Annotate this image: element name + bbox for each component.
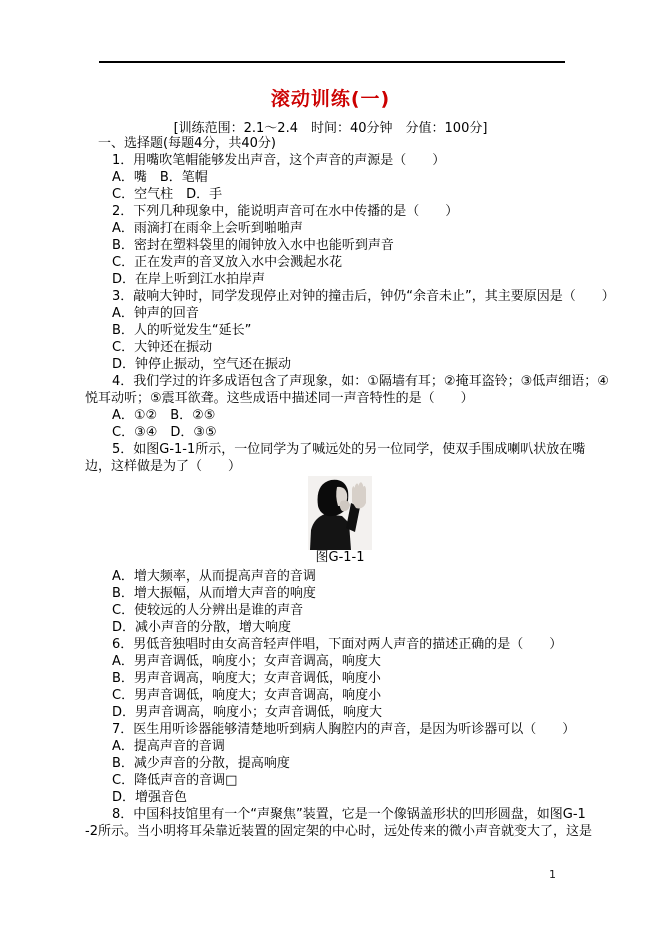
text-line: A．增大频率，从而提高声音的音调: [112, 569, 316, 584]
text-line: C．使较远的人分辨出是谁的声音: [112, 603, 304, 618]
text-line: A．嘴 B．笔帽: [112, 170, 208, 185]
text-line: A．钟声的回音: [112, 306, 199, 321]
text-line: C．男声音调低，响度大；女声音调高，响度小: [112, 688, 382, 703]
text-line: 8．中国科技馆里有一个“声聚焦”装置，它是一个像锅盖形状的凹形圆盘，如图G-1: [112, 807, 586, 822]
text-line: B．增大振幅，从而增大声音的响度: [112, 586, 316, 601]
lines-before-figure: [85, 135, 615, 475]
text-line: 一、选择题(每题4分，共40分): [98, 136, 276, 151]
text-line: 7．医生用听诊器能够清楚地听到病人胸腔内的声音，是因为听诊器可以（ ）: [112, 722, 576, 737]
text-line: D．钟停止振动，空气还在振动: [112, 357, 292, 372]
text-line: A．雨滴打在雨伞上会听到啪啪声: [112, 221, 303, 236]
text-line: B．密封在塑料袋里的闹钟放入水中也能听到声音: [112, 238, 394, 253]
text-line: B．人的听觉发生“延长”: [112, 323, 252, 338]
text-line: D．增强音色: [112, 790, 188, 805]
text-line: B．减少声音的分散，提高响度: [112, 756, 290, 771]
page-number: 1: [549, 868, 556, 881]
text-line: C．正在发声的音叉放入水中会溅起水花: [112, 255, 343, 270]
text-line: D．减小声音的分散，增大响度: [112, 620, 292, 635]
text-line: 4．我们学过的许多成语包含了声现象，如：①隔墙有耳；②掩耳盗铃；③低声细语；④: [112, 374, 609, 389]
text-line: 1．用嘴吹笔帽能够发出声音，这个声音的声源是（ ）: [112, 153, 446, 168]
person-shouting-photo: [308, 476, 372, 550]
text-line: A．①② B．②⑤: [112, 408, 216, 423]
text-line: C．大钟还在振动: [112, 340, 213, 355]
text-line: C．降低声音的音调□: [112, 773, 238, 788]
figure-caption: 图G-1-1: [315, 550, 365, 565]
text-line: C．③④ D．③⑤: [112, 425, 217, 440]
figure-g-1-1: [280, 476, 400, 566]
text-line: 2．下列几种现象中，能说明声音可在水中传播的是（ ）: [112, 204, 459, 219]
text-line: 悦耳动听；⑤震耳欲聋。这些成语中描述同一声音特性的是（ ）: [85, 391, 474, 406]
text-line: 5．如图G-1-1所示，一位同学为了喊远处的另一位同学，使双手围成喇叭状放在嘴: [112, 442, 586, 457]
text-line: 边，这样做是为了（ ）: [85, 459, 242, 474]
page-title: 滚动训练(一): [270, 88, 391, 110]
header-divider-rule: [99, 61, 565, 63]
exam-info-line: [训练范围：2.1～2.4 时间：40分钟 分值：100分]: [173, 121, 488, 136]
text-line: -2所示。当小明将耳朵靠近装置的固定架的中心时，远处传来的微小声音就变大了，这是: [85, 824, 592, 839]
text-line: 6．男低音独唱时由女高音轻声伴唱，下面对两人声音的描述正确的是（ ）: [112, 637, 563, 652]
lines-after-figure: [85, 568, 592, 840]
text-line: A．提高声音的音调: [112, 739, 225, 754]
text-line: D．在岸上听到江水拍岸声: [112, 272, 266, 287]
text-line: 3．敲响大钟时，同学发现停止对钟的撞击后，钟仍“余音未止”，其主要原因是（ ）: [112, 289, 615, 304]
text-line: B．男声音调高，响度大；女声音调低，响度小: [112, 671, 381, 686]
text-line: D．男声音调高，响度小；女声音调低，响度大: [112, 705, 383, 720]
text-line: A．男声音调低，响度小；女声音调高，响度大: [112, 654, 381, 669]
exam-body: [85, 135, 615, 840]
text-line: C．空气柱 D．手: [112, 187, 223, 202]
